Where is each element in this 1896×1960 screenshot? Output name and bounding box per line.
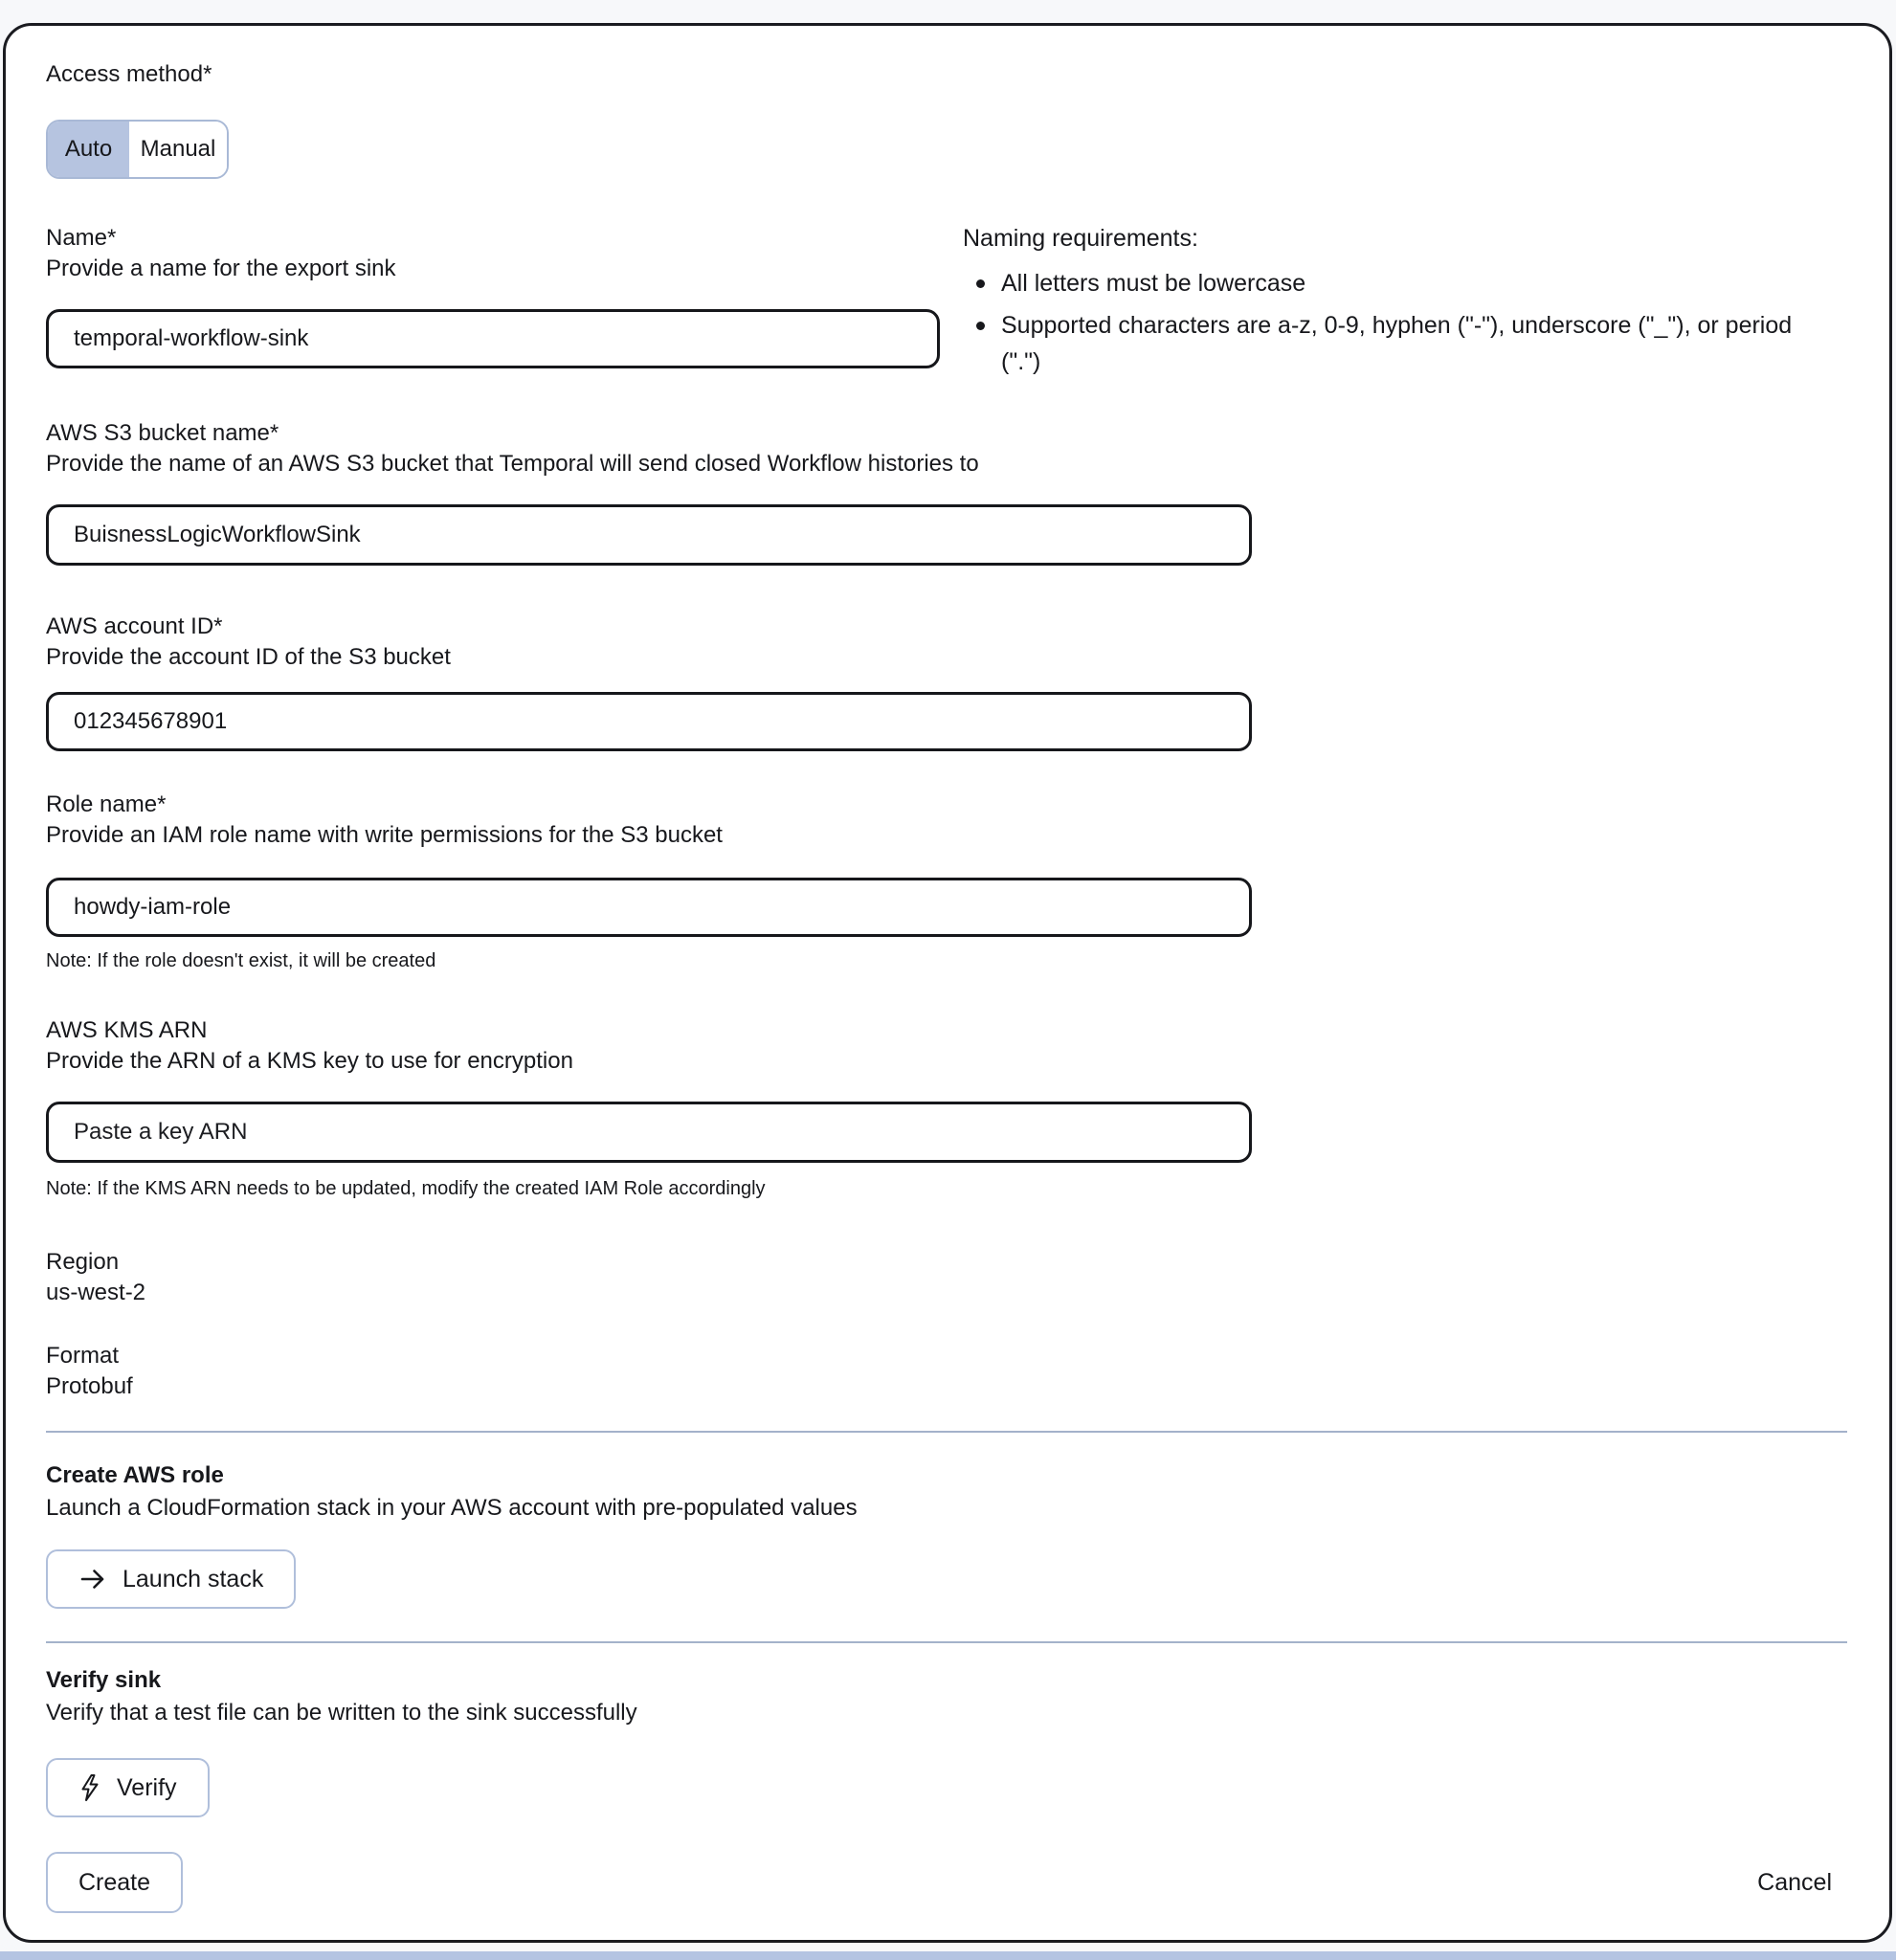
verify-button[interactable]	[46, 1758, 210, 1817]
create-button[interactable]	[46, 1852, 183, 1913]
region-label: Region	[46, 1249, 120, 1275]
role-name-label: Role name*	[46, 791, 167, 817]
create-role-title: Create AWS role	[46, 1462, 224, 1488]
verify-sink-title: Verify sink	[46, 1667, 162, 1693]
kms-arn-note: Note: If the KMS ARN needs to be updated, modify the created IAM Role accordingly	[46, 1178, 766, 1199]
verify-button-label: Verify	[117, 1773, 177, 1801]
name-input[interactable]	[46, 309, 940, 368]
section-divider	[46, 1641, 1847, 1643]
cancel-button[interactable]: Cancel	[1757, 1868, 1832, 1896]
create-button-label: Create	[78, 1868, 151, 1896]
create-role-description: Launch a CloudFormation stack in your AWS account with pre-populated values	[46, 1495, 858, 1521]
export-sink-form-card	[3, 23, 1892, 1943]
s3-bucket-input[interactable]	[46, 504, 1252, 566]
account-id-label: AWS account ID*	[46, 613, 223, 639]
arrow-right-icon	[78, 1565, 107, 1593]
access-method-option-manual-label: Manual	[140, 136, 216, 162]
access-method-option-auto-label: Auto	[64, 136, 113, 162]
verify-sink-description: Verify that a test file can be written to the sink successfully	[46, 1700, 637, 1726]
role-name-description: Provide an IAM role name with write permissions for the S3 bucket	[46, 822, 723, 848]
lightning-icon	[78, 1773, 101, 1802]
kms-arn-label: AWS KMS ARN	[46, 1017, 208, 1043]
name-description: Provide a name for the export sink	[46, 256, 396, 281]
format-value: Protobuf	[46, 1373, 133, 1399]
account-id-input[interactable]	[46, 692, 1252, 751]
access-method-option-manual[interactable]	[129, 122, 227, 177]
kms-arn-input[interactable]	[46, 1102, 1252, 1163]
launch-stack-button-label: Launch stack	[123, 1565, 264, 1592]
s3-bucket-description: Provide the name of an AWS S3 bucket that Temporal will send closed Workflow histories to	[46, 451, 979, 477]
kms-arn-description: Provide the ARN of a KMS key to use for encryption	[46, 1048, 573, 1074]
role-name-input[interactable]	[46, 878, 1252, 937]
account-id-description: Provide the account ID of the S3 bucket	[46, 644, 451, 670]
role-name-note: Note: If the role doesn't exist, it will be created	[46, 950, 436, 971]
s3-bucket-label: AWS S3 bucket name*	[46, 420, 279, 446]
format-label: Format	[46, 1343, 120, 1369]
access-method-toggle	[46, 120, 229, 179]
bottom-scroll-strip	[0, 1951, 1896, 1960]
access-method-label: Access method*	[46, 61, 212, 87]
naming-requirements-list	[963, 265, 1824, 380]
name-label: Name*	[46, 225, 117, 251]
region-value: us-west-2	[46, 1280, 146, 1305]
naming-requirements-title: Naming requirements:	[963, 225, 1198, 252]
naming-requirement-item: All letters must be lowercase	[963, 265, 1824, 301]
naming-requirement-item: Supported characters are a-z, 0-9, hyphen ("-"), underscore ("_"), or period (".")	[963, 307, 1824, 380]
launch-stack-button[interactable]	[46, 1549, 296, 1609]
access-method-option-auto[interactable]	[48, 122, 129, 177]
section-divider	[46, 1431, 1847, 1433]
